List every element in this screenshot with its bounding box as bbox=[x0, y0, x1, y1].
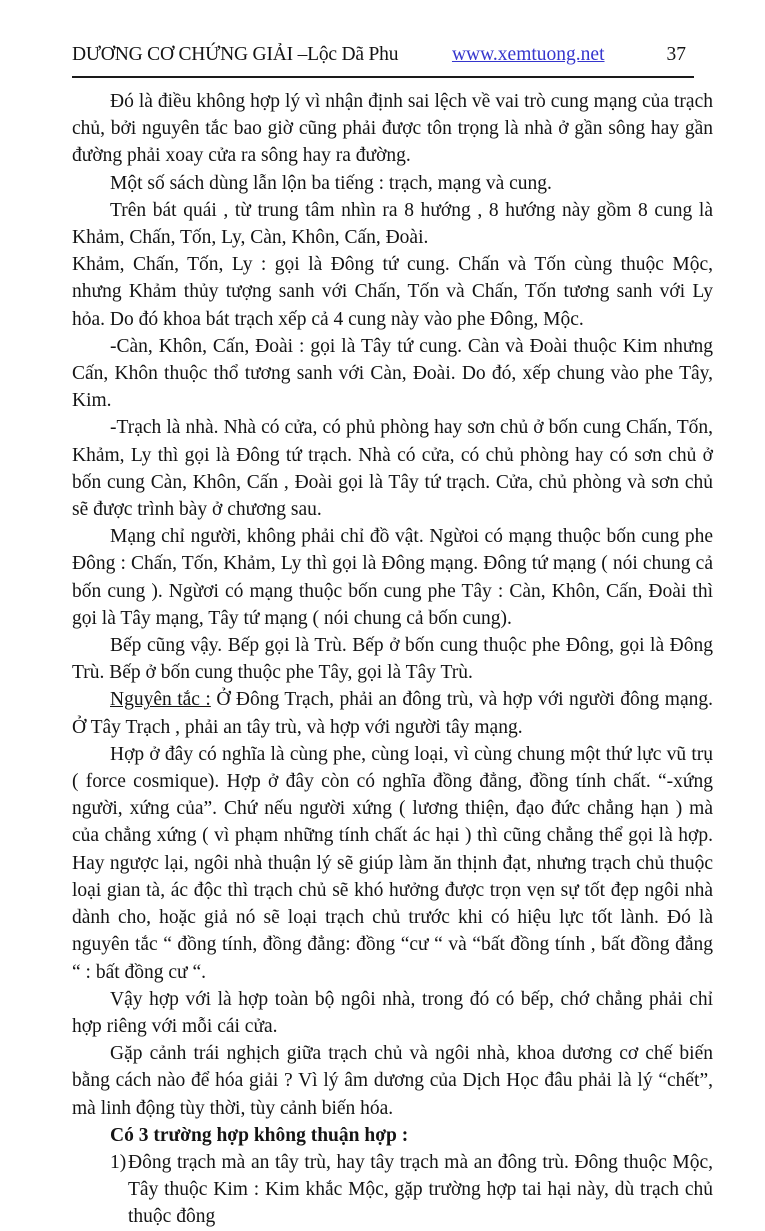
paragraph-14 bbox=[72, 1149, 713, 1231]
page-header bbox=[72, 44, 694, 78]
paragraph-9 bbox=[72, 686, 713, 740]
text-run: Đông trạch mà an tây trù, hay tây trạch mà an đông trù. Đông thuộc Mộc, Tây thuộc Kim : Kim khắc Mộc, gặp trường hợp tai hại này, dù trạch chủ thuộc đông bbox=[128, 1151, 713, 1228]
text-run: Vậy hợp với là hợp toàn bộ ngôi nhà, trong đó có bếp, chớ chẳng phải chỉ hợp riêng với mỗi cái cửa. bbox=[72, 988, 713, 1037]
text-run: Khảm, Chấn, Tốn, Ly : gọi là Đông tứ cung. Chấn và Tốn cùng thuộc Mộc, nhưng Khảm thủy tượng sanh với Chấn, Tốn và Chấn, Tốn tương sanh với Ly hỏa. Do đó khoa bát trạch xếp cả 4 cung này vào phe Đông, Mộc. bbox=[72, 254, 713, 330]
text-run: Nguyên tắc : bbox=[110, 689, 211, 711]
text-run: Có 3 trường hợp không thuận hợp : bbox=[110, 1124, 409, 1146]
paragraph-7 bbox=[72, 523, 713, 632]
text-run: Ở Đông Trạch, phải an đông trù, và hợp với người đông mạng. Ở Tây Trạch , phải an tây trù, và hợp với người tây mạng. bbox=[72, 689, 713, 738]
paragraph-5 bbox=[72, 333, 713, 415]
page-body bbox=[72, 88, 713, 1231]
text-run: Trên bát quái , từ trung tâm nhìn ra 8 hướng , 8 hướng này gồm 8 cung là Khảm, Chấn, Tốn, Ly, Càn, Khôn, Cấn, Đoài. bbox=[72, 199, 713, 249]
document-title: DƯƠNG CƠ CHỨNG GIẢI –Lộc Dã Phu bbox=[72, 44, 399, 65]
list-marker: 1) bbox=[110, 1151, 127, 1173]
paragraph-8 bbox=[72, 632, 713, 686]
paragraph-2 bbox=[72, 170, 713, 197]
paragraph-4 bbox=[72, 251, 713, 333]
text-run: -Càn, Khôn, Cấn, Đoài : gọi là Tây tứ cung. Càn và Đoài thuộc Kim nhưng Cấn, Khôn thuộc thổ tương sanh với Càn, Đoài. Do đó, xếp chung vào phe Tây, Kim. bbox=[72, 335, 713, 412]
paragraph-3 bbox=[72, 197, 713, 251]
text-run: Bếp cũng vậy. Bếp gọi là Trù. Bếp ở bốn cung thuộc phe Đông, gọi là Đông Trù. Bếp ở bốn cung thuộc phe Tây, gọi là Tây Trù. bbox=[72, 635, 713, 684]
text-run: Mạng chỉ người, không phải chỉ đồ vật. Ngừoi có mạng thuộc bốn cung phe Đông : Chấn, Tốn, Khảm, Ly thì gọi là Đông mạng. Đông tứ mạng ( nói chung cả bốn cung ). Ngừơi có mạng thuộc bốn cung phe Tây : Càn, Khôn, Cấn, Đoài thì gọi là Tây mạng, Tây tứ mạng ( nói chung cả bốn cung). bbox=[72, 526, 713, 629]
text-run: Hợp ở đây có nghĩa là cùng phe, cùng loại, vì cùng chung một thứ lực vũ trụ ( force cosmique). Hợp ở đây còn có nghĩa đồng đẳng, đồng tính chất. “-xứng người, xứng của”. Chứ nếu người xứng ( lương thiện, đạo đức chẳng hạn ) mà của chẳng xứng ( vì phạm những tính chất ác hại ) thì cũng chẳng thể gọi là hợp. Hay ngược lại, ngôi nhà thuận lý sẽ giúp làm ăn thịnh đạt, nhưng trạch chủ thuộc loại gian tà, ác độc thì trạch chủ sẽ khó hưởng được trọn vẹn sự tốt đẹp ngôi nhà dành cho, hoặc giả nó sẽ loại trạch chủ trước khi có hiệu lực tốt lành. Đó là nguyên tắc “ đồng tính, đồng đẳng: đồng “cư “ và “bất đồng tính , bất đồng đẳng “ : bất đồng cư “. bbox=[72, 743, 713, 983]
paragraph-11 bbox=[72, 986, 713, 1040]
paragraph-1 bbox=[72, 88, 713, 170]
text-run: Gặp cảnh trái nghịch giữa trạch chủ và ngôi nhà, khoa dương cơ chế biến bằng cách nào để hóa giải ? Vì lý âm dương của Dịch Học đâu phải là lý “chết”, mà linh động tùy thời, tùy cảnh biến hóa. bbox=[72, 1043, 713, 1119]
text-run: Đó là điều không hợp lý vì nhận định sai lệch về vai trò cung mạng của trạch chủ, bởi nguyên tắc bao giờ cũng phải được tôn trọng là nhà ở gần sông hay gần đường phải xoay cửa ra sông hay ra đường. bbox=[72, 91, 713, 167]
paragraph-10 bbox=[72, 741, 713, 986]
text-run: Một số sách dùng lẫn lộn ba tiếng : trạch, mạng và cung. bbox=[110, 172, 552, 194]
page-number: 37 bbox=[666, 44, 686, 65]
paragraph-13 bbox=[72, 1122, 713, 1149]
text-run: -Trạch là nhà. Nhà có cửa, có phủ phòng hay sơn chủ ở bốn cung Chấn, Tốn, Khảm, Ly thì gọi là Đông tứ trạch. Nhà có cửa, có chủ phòng hay có sơn chủ ở bốn cung Càn, Khôn, Cấn , Đoài gọi là Tây tứ trạch. Cửa, chủ phòng và sơn chủ sẽ được trình bày ở chương sau. bbox=[72, 417, 713, 521]
paragraph-6 bbox=[72, 414, 713, 523]
website-link[interactable]: www.xemtuong.net bbox=[451, 44, 605, 65]
paragraph-12 bbox=[72, 1040, 713, 1122]
